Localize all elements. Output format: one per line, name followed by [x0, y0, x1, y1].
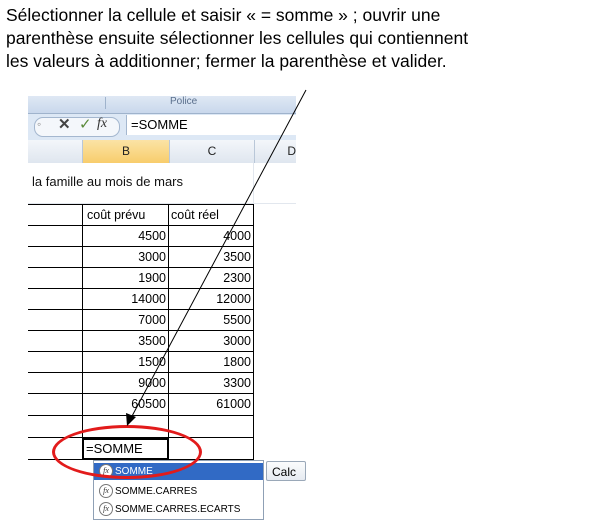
cell-c-value[interactable]: 2300: [223, 271, 251, 285]
column-header-b[interactable]: B: [83, 140, 170, 163]
function-icon: fx: [99, 484, 113, 498]
cell-c-value[interactable]: 5500: [223, 313, 251, 327]
cell-b-value[interactable]: 3500: [138, 334, 166, 348]
formula-input[interactable]: =SOMME: [126, 115, 296, 135]
function-icon: fx: [99, 502, 113, 516]
instruction-line: Sélectionner la cellule et saisir « = somme » ; ouvrir une: [6, 5, 441, 25]
cell-b-value[interactable]: 14000: [131, 292, 166, 306]
column-header-c[interactable]: C: [170, 140, 255, 163]
cell-c-value[interactable]: 3300: [223, 376, 251, 390]
insert-function-button[interactable]: fx: [97, 116, 108, 131]
confirm-entry-icon[interactable]: ✓: [79, 116, 92, 133]
cell-b-value[interactable]: 1900: [138, 271, 166, 285]
cell-b-value[interactable]: 9000: [138, 376, 166, 390]
cell-b-value[interactable]: 7000: [138, 313, 166, 327]
cell-b-value[interactable]: 3000: [138, 250, 166, 264]
cell-c-value[interactable]: 3500: [223, 250, 251, 264]
cell-c-total[interactable]: 61000: [216, 397, 251, 411]
calc-button[interactable]: Calc: [266, 461, 306, 481]
cell-c-value[interactable]: 3000: [223, 334, 251, 348]
arrow-head-icon: [126, 413, 136, 426]
autocomplete-item-label: SOMME.CARRES.ECARTS: [115, 504, 241, 515]
cancel-entry-icon[interactable]: ✕: [58, 116, 71, 133]
cell-b-total[interactable]: 60500: [131, 397, 166, 411]
name-box-arrow-icon[interactable]: ◦: [37, 117, 42, 131]
instruction-line: les valeurs à additionner; fermer la parenthèse et valider.: [6, 51, 447, 71]
autocomplete-item-label: SOMME.CARRES: [115, 486, 198, 497]
arrow-line: [131, 90, 306, 418]
cell-c-value[interactable]: 1800: [223, 355, 251, 369]
instruction-line: parenthèse ensuite sélectionner les cellules qui contiennent: [6, 28, 469, 48]
cell-c-value[interactable]: 4000: [223, 229, 251, 243]
function-icon: fx: [99, 464, 113, 478]
cell-c-value[interactable]: 12000: [216, 292, 251, 306]
column-header-d[interactable]: D: [287, 144, 296, 158]
cell-b-value[interactable]: 1500: [138, 355, 166, 369]
sheet-title-cell[interactable]: la famille au mois de mars: [32, 174, 183, 189]
cell-b-value[interactable]: 4500: [138, 229, 166, 243]
ribbon-group-label: Police: [170, 96, 198, 107]
active-cell[interactable]: =SOMME: [82, 438, 169, 460]
autocomplete-item-label: SOMME: [115, 466, 153, 477]
header-cout-prevu[interactable]: coût prévu: [87, 208, 146, 222]
header-cout-reel[interactable]: coût réel: [171, 208, 219, 222]
